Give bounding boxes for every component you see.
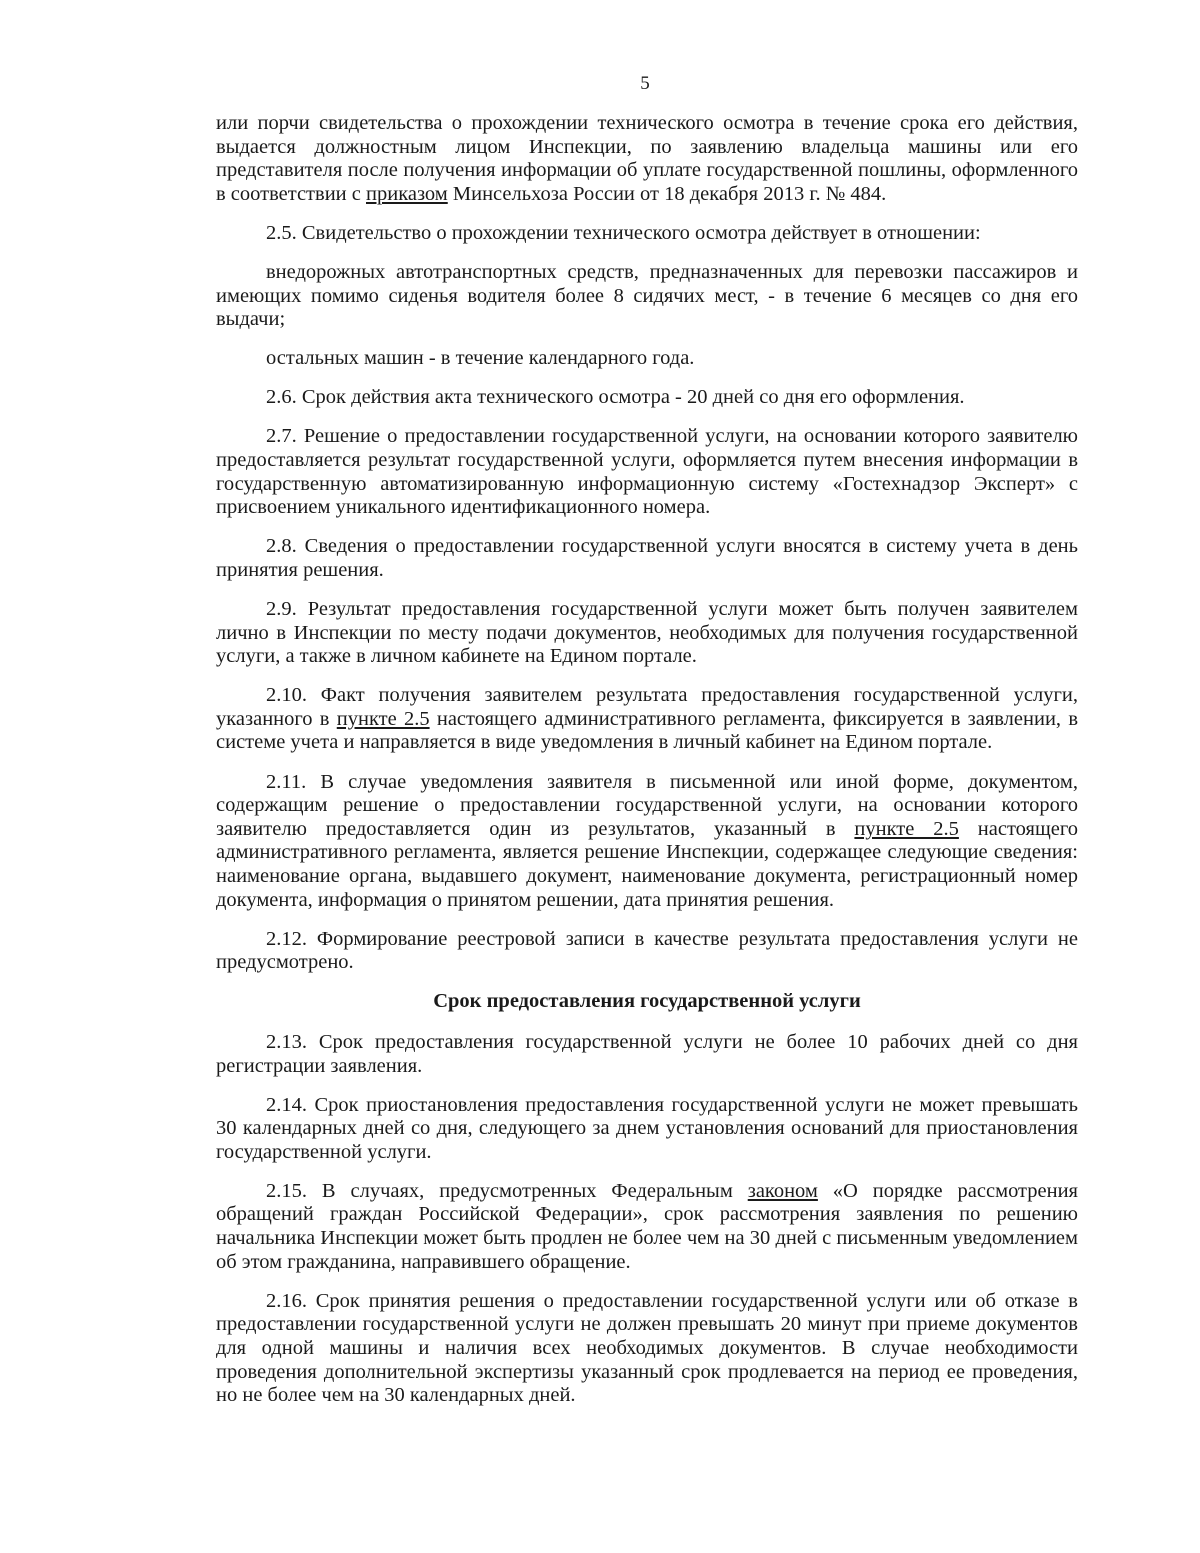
section-heading: Срок предоставления государственной услуги: [433, 990, 861, 1013]
paragraph-2-5-other: остальных машин - в течение календарного года.: [266, 347, 695, 370]
paragraph-continuation: [216, 112, 1078, 206]
page-number: 5: [640, 73, 650, 94]
paragraph-2-11: 2.11. В случае уведомления заявителя в письменной или иной форме, документом, содержащим решение о предоставлении государственной услуги, на основании которого заявителю предоставляется один из результатов, указанный в пункте 2.5 настоящего административного регламента, является решение Инспекции, содержащее следующие сведения: наименование органа, выдавшего документ, наименование документа, регистрационный номер документа, информация о принятом решении, дата принятия решения.: [216, 770, 1078, 911]
paragraph-2-12: 2.12. Формирование реестровой записи в качестве результата предоставления услуги не предусмотрено.: [216, 927, 1078, 974]
paragraph-2-16: 2.16. Срок принятия решения о предоставлении государственной услуги или об отказе в предоставлении государственной услуги не должен превышать 20 минут при приеме документов для одной машины и наличия всех необходимых документов. В случае необходимости проведения дополнительной экспертизы указанный срок продлевается на период ее проведения, но не более чем на 30 календарных дней.: [216, 1289, 1078, 1407]
paragraph-2-13: 2.13. Срок предоставления государственной услуги не более 10 рабочих дней со дня регистрации заявления.: [216, 1030, 1078, 1077]
paragraph-2-5: 2.5. Свидетельство о прохождении технического осмотра действует в отношении:: [266, 221, 981, 244]
paragraph-2-14: 2.14. Срок приостановления предоставления государственной услуги не может превышать 30 календарных дней со дня, следующего за днем установления оснований для приостановления государственной услуги.: [216, 1093, 1078, 1163]
paragraph-2-6: 2.6. Срок действия акта технического осмотра - 20 дней со дня его оформления.: [266, 386, 965, 409]
document-link[interactable]: приказом: [366, 182, 448, 205]
paragraph-2-10: 2.10. Факт получения заявителем результата предоставления государственной услуги, указанного в пункте 2.5 настоящего административного регламента, фиксируется в заявлении, в системе учета и направляется в виде уведомления в личный кабинет на Едином портале.: [216, 684, 1078, 754]
document-link[interactable]: законом: [747, 1179, 818, 1202]
document-body: [216, 112, 1078, 1423]
document-link[interactable]: пункте 2.5: [854, 817, 959, 840]
paragraph-2-7: 2.7. Решение о предоставлении государственной услуги, на основании которого заявителю предоставляется результат государственной услуги, оформляется путем внесения информации в государственную автоматизированную информационную систему «Гостехнадзор Эксперт» с присвоением уникального идентификационного номера.: [216, 425, 1078, 519]
paragraph-2-8: 2.8. Сведения о предоставлении государственной услуги вносятся в систему учета в день принятия решения.: [216, 535, 1078, 581]
paragraph-2-5-offroad: внедорожных автотранспортных средств, предназначенных для перевозки пассажиров и имеющих помимо сиденья водителя более 8 сидячих мест, - в течение 6 месяцев со дня его выдачи;: [216, 260, 1078, 331]
paragraph-text: или порчи свидетельства о прохождении технического осмотра в течение срока его действия, выдается должностным лицом Инспекции, по заявлению владельца машины или его представителя после получения информации об уплате государственной пошлины, оформленного в соответствии с приказом Минсельхоза России от 18 декабря 2013 г. № 484.: [216, 112, 1078, 205]
document-link[interactable]: пункте 2.5: [336, 707, 430, 730]
paragraph-2-9: 2.9. Результат предоставления государственной услуги может быть получен заявителем лично в Инспекции по месту подачи документов, необходимых для получения государственной услуги, а также в личном кабинете на Едином портале.: [216, 598, 1078, 668]
paragraph-2-15: 2.15. В случаях, предусмотренных Федеральным законом «О порядке рассмотрения обращений граждан Российской Федерации», срок рассмотрения заявления по решению начальника Инспекции может быть продлен не более чем на 30 дней с письменным уведомлением об этом гражданина, направившего обращение.: [216, 1179, 1078, 1273]
